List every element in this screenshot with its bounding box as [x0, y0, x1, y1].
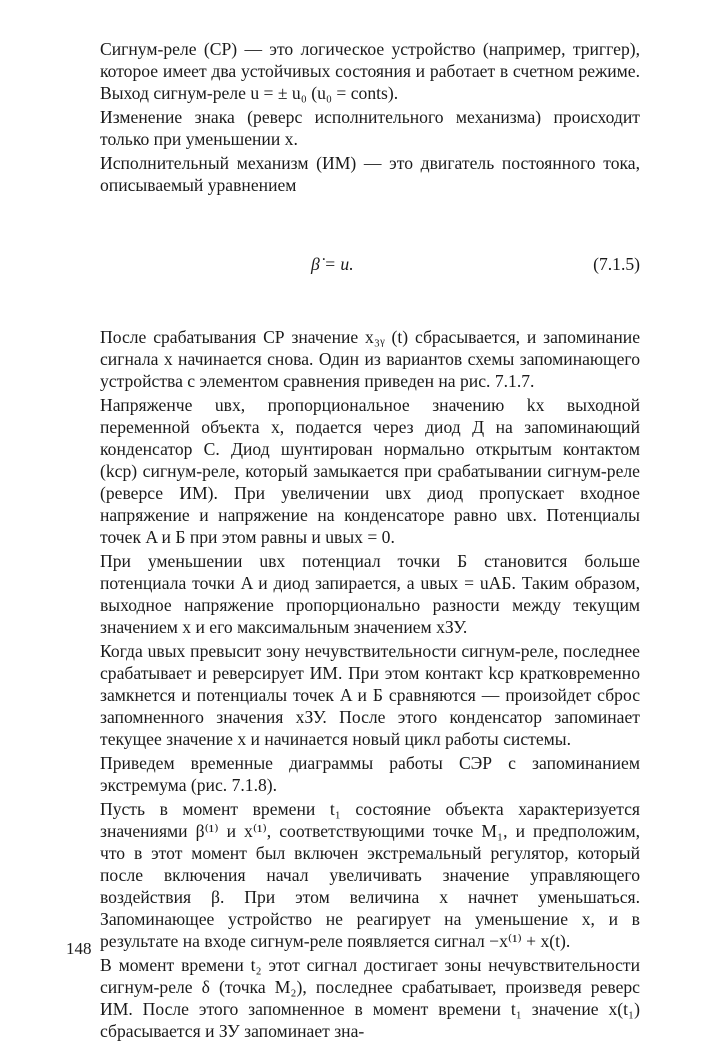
page-body: [100, 38, 640, 1042]
equation-number: (7.1.5): [593, 254, 640, 274]
paragraph: После срабатывания СР значение x₃ᵧ (t) сбрасывается, и запоминание сигнала x начинается снова. Один из вариантов схемы запоминающего устройства с элементом сравнения приведен на рис. 7.1.7.: [100, 327, 640, 391]
paragraph: Когда uвых превысит зону нечувствительности сигнум-реле, последнее срабатывает и реверсирует ИМ. При этом контакт kср кратковременно замкнется и потенциалы точек A и Б сравняются — произойдет сброс запомненного значения xЗУ. После этого конденсатор запоминает текущее значение x и начинается новый цикл работы системы.: [100, 641, 640, 749]
page-number: 148: [66, 939, 92, 958]
paragraph: Напряженче uвх, пропорциональное значению kx выходной переменной объекта x, подается через диод Д на запоминающий конденсатор C. Диод шунтирован нормально открытым контактом (kср) сигнум-реле, который замыкается при срабатывании сигнум-реле (реверсе ИМ). При увеличении uвх диод пропускает входное напряжение и напряжение на конденсаторе равно uвх. Потенциалы точек A и Б при этом равны и uвых = 0.: [100, 395, 640, 547]
paragraph: При уменьшении uвх потенциал точки Б становится больше потенциала точки A и диод запирается, а uвых = uAБ. Таким образом, выходное напряжение пропорционально разности между текущим значением x и его максимальным значением xЗУ.: [100, 551, 640, 637]
paragraph: Приведем временные диаграммы работы СЭР с запоминанием экстремума (рис. 7.1.8).: [100, 753, 640, 795]
equation-row: [100, 253, 640, 275]
paragraph: В момент времени t₂ этот сигнал достигает зоны нечувствительности сигнум-реле δ (точка M₂), последнее срабатывает, произведя реверс ИМ. После этого запомненное в момент времени t₁ значение x(t₁) сбрасывается и ЗУ запоминает зна-: [100, 955, 640, 1041]
equation-formula: β̇ = u.: [311, 254, 354, 274]
paragraph: Изменение знака (реверс исполнительного механизма) происходит только при уменьшении x.: [100, 107, 640, 149]
paragraph: Исполнительный механизм (ИМ) — это двигатель постоянного тока, описываемый уравнением: [100, 153, 640, 195]
paragraph: Сигнум-реле (СР) — это логическое устройство (например, триггер), которое имеет два устойчивых состояния и работает в счетном режиме. Выход сигнум-реле u = ± u₀ (u₀ = conts).: [100, 39, 640, 103]
paragraph: Пусть в момент времени t₁ состояние объекта характеризуется значениями β⁽¹⁾ и x⁽¹⁾, соответствующими точке M₁, и предположим, что в этот момент был включен экстремальный регулятор, который после включения начал увеличивать значение управляющего воздействия β. При этом величина x начнет уменьшаться. Запоминающее устройство не реагирует на уменьшение x, и в результате на входе сигнум-реле появляется сигнал −x⁽¹⁾ + x(t).: [100, 799, 640, 951]
